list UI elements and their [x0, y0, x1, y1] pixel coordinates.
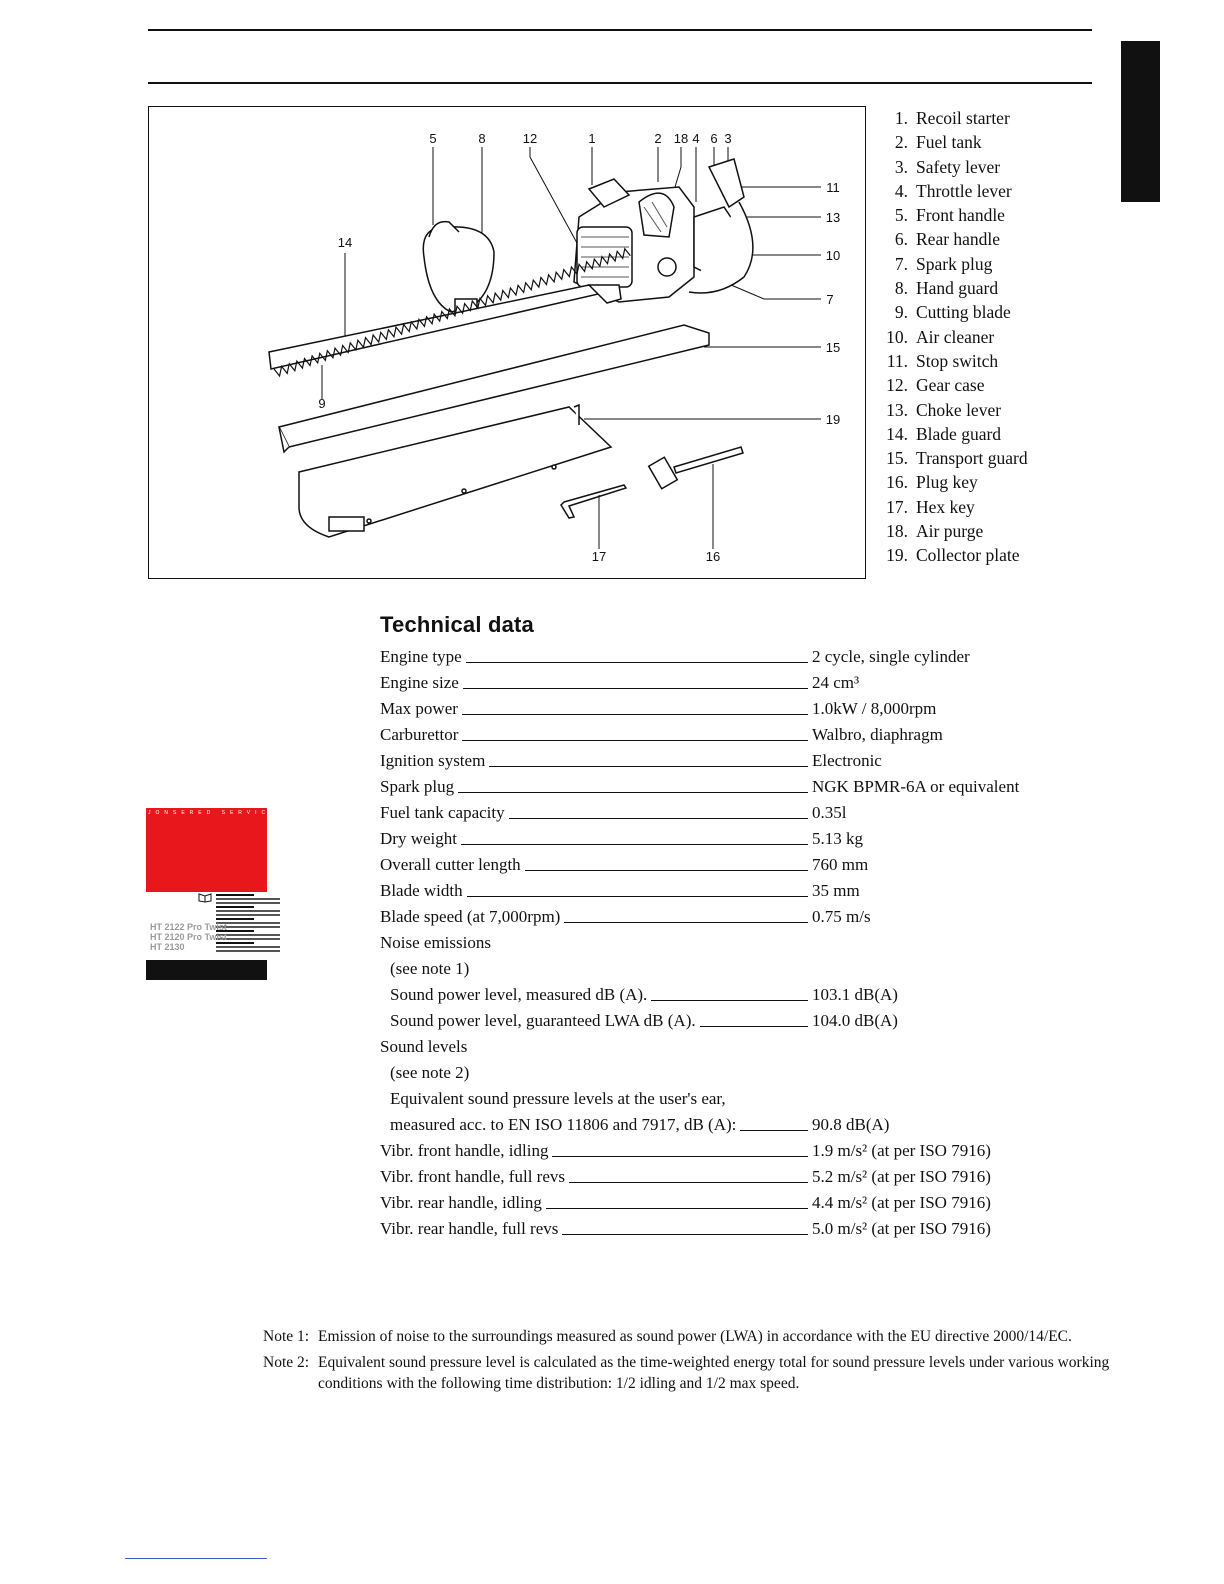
- part-number: 7.: [894, 253, 908, 274]
- spec-row: [380, 1216, 1080, 1242]
- spec-label: Noise emissions: [380, 930, 499, 956]
- spec-row: [380, 1112, 1080, 1138]
- part-label: Cutting blade: [916, 302, 1011, 323]
- leader-line: [509, 818, 808, 819]
- part-label: Choke lever: [916, 399, 1002, 420]
- spec-row: [380, 930, 1080, 956]
- note-text: Equivalent sound pressure level is calculated as the time-weighted energy total for sound pressure levels under various working conditions with the following time distribution: 1/2 idling and 1/2 max speed.: [318, 1354, 1110, 1392]
- spec-value: NGK BPMR-6A or equivalent: [812, 777, 1020, 796]
- parts-list-item: [878, 155, 1078, 179]
- spec-label: Sound power level, measured dB (A).: [390, 982, 655, 1008]
- spec-label: Engine type: [380, 644, 470, 670]
- spec-label: Spark plug: [380, 774, 462, 800]
- part-label: Spark plug: [916, 253, 993, 274]
- spec-label: measured acc. to EN ISO 11806 and 7917, dB (A):: [390, 1112, 744, 1138]
- spec-value: 1.0kW / 8,000rpm: [812, 699, 937, 718]
- parts-list-item: [878, 519, 1078, 543]
- callout-top: 4: [692, 131, 700, 146]
- parts-list: [878, 106, 1078, 568]
- note-label: Note 2:: [263, 1354, 310, 1371]
- callout-right: 7: [826, 292, 834, 307]
- part-number: 8.: [894, 278, 908, 299]
- callout-top: 8: [478, 131, 486, 146]
- spec-row: [380, 1190, 1080, 1216]
- technical-data-section: [380, 612, 1080, 1242]
- spec-label: Ignition system: [380, 748, 493, 774]
- spec-label: Overall cutter length: [380, 852, 529, 878]
- spec-label: Blade width: [380, 878, 471, 904]
- part-label: Rear handle: [916, 229, 1001, 250]
- leader-line: [700, 1026, 808, 1027]
- part-number: 4.: [894, 180, 908, 201]
- spec-value: Walbro, diaphragm: [812, 725, 943, 744]
- parts-list-item: [878, 130, 1078, 154]
- part-label: Blade guard: [916, 423, 1002, 444]
- footer-link-rule: [125, 1558, 267, 1559]
- parts-list-item: [878, 373, 1078, 397]
- part-label: Fuel tank: [916, 132, 982, 153]
- part-label: Air purge: [916, 521, 984, 542]
- spec-label: Engine size: [380, 670, 467, 696]
- spec-row: [380, 878, 1080, 904]
- technical-data-title: Technical data: [380, 612, 534, 637]
- spec-value: 35 mm: [812, 881, 860, 900]
- spec-value: 5.2 m/s² (at per ISO 7916): [812, 1167, 991, 1186]
- leader-line: [463, 688, 808, 689]
- spec-label: Dry weight: [380, 826, 465, 852]
- part-number: 17.: [886, 496, 908, 517]
- spec-row: [380, 1086, 1080, 1112]
- spec-value: 760 mm: [812, 855, 869, 874]
- parts-list-item: [878, 349, 1078, 373]
- part-number: 2.: [894, 132, 908, 153]
- callout-right: 11: [826, 180, 840, 195]
- note-1: [263, 1326, 1123, 1347]
- booklet-model: HT 2122 Pro Twist: [150, 922, 227, 932]
- spec-label: Equivalent sound pressure levels at the user's ear,: [390, 1086, 734, 1112]
- spec-row: [380, 774, 1080, 800]
- hedge-trimmer-illustration: [149, 107, 867, 580]
- leader-line: [462, 714, 808, 715]
- spec-row: [380, 1008, 1080, 1034]
- part-number: 16.: [886, 472, 908, 493]
- spec-label: Sound levels: [380, 1034, 475, 1060]
- part-label: Transport guard: [916, 448, 1028, 469]
- spec-row: [380, 722, 1080, 748]
- callout-top: 1: [588, 131, 596, 146]
- leader-line: [740, 1130, 808, 1131]
- leader-line: [552, 1156, 808, 1157]
- spec-label: Carburettor: [380, 722, 466, 748]
- leader-line: [467, 896, 808, 897]
- spec-value: 5.0 m/s² (at per ISO 7916): [812, 1219, 991, 1238]
- spec-label: Sound power level, guaranteed LWA dB (A).: [390, 1008, 704, 1034]
- part-number: 1.: [894, 108, 908, 128]
- leader-line: [525, 870, 808, 871]
- callout-top: 3: [724, 131, 732, 146]
- spec-label: Vibr. front handle, idling: [380, 1138, 556, 1164]
- spec-row: [380, 800, 1080, 826]
- leader-line: [569, 1182, 808, 1183]
- parts-list-item: [878, 106, 1078, 130]
- technical-data-table: [380, 644, 1080, 1242]
- spec-value: 104.0 dB(A): [812, 1011, 898, 1030]
- part-label: Collector plate: [916, 545, 1020, 566]
- callout-bottom: 16: [705, 549, 721, 564]
- parts-list-item: [878, 446, 1078, 470]
- spec-label: Blade speed (at 7,000rpm): [380, 904, 568, 930]
- part-number: 14.: [886, 423, 908, 444]
- leader-line: [458, 792, 808, 793]
- leader-line: [546, 1208, 808, 1209]
- booklet-footer-band: [146, 960, 267, 980]
- part-label: Throttle lever: [916, 180, 1012, 201]
- note-2: [263, 1352, 1123, 1394]
- part-number: 6.: [894, 229, 908, 250]
- spec-label: Vibr. rear handle, idling: [380, 1190, 550, 1216]
- part-number: 9.: [894, 302, 908, 323]
- part-label: Hex key: [916, 496, 975, 517]
- leader-line: [489, 766, 808, 767]
- spec-value: 0.75 m/s: [812, 907, 871, 926]
- part-label: Air cleaner: [916, 326, 995, 347]
- spec-row: [380, 1060, 1080, 1086]
- spec-row: [380, 1164, 1080, 1190]
- parts-list-item: [878, 276, 1078, 300]
- spec-row: [380, 982, 1080, 1008]
- callout-right: 19: [825, 412, 841, 427]
- parts-list-item: [878, 470, 1078, 494]
- callout-top: 18: [673, 131, 689, 146]
- part-number: 15.: [886, 448, 908, 469]
- part-label: Stop switch: [916, 350, 999, 371]
- parts-list-item: [878, 252, 1078, 276]
- header-rule: [148, 82, 1092, 84]
- callout-left: 9: [318, 396, 326, 411]
- booklet-model: HT 2130: [150, 942, 185, 952]
- spec-row: [380, 670, 1080, 696]
- parts-list-item: [878, 179, 1078, 203]
- top-rule: [148, 29, 1092, 31]
- part-number: 10.: [886, 326, 908, 347]
- leader-line: [462, 740, 808, 741]
- spec-label: Fuel tank capacity: [380, 800, 513, 826]
- spec-value: Electronic: [812, 751, 882, 770]
- callout-right: 15: [825, 340, 841, 355]
- part-label: Plug key: [916, 472, 978, 493]
- callout-top: 12: [522, 131, 538, 146]
- spec-value: 90.8 dB(A): [812, 1115, 890, 1134]
- leader-line: [461, 844, 808, 845]
- spec-row: [380, 1034, 1080, 1060]
- part-number: 19.: [886, 545, 908, 566]
- part-number: 3.: [894, 156, 908, 177]
- spec-value: 5.13 kg: [812, 829, 863, 848]
- part-number: 18.: [886, 521, 908, 542]
- booklet-models: [150, 922, 227, 952]
- parts-list-item: [878, 495, 1078, 519]
- parts-figure: [148, 106, 866, 579]
- parts-list-item: [878, 398, 1078, 422]
- spec-row: [380, 904, 1080, 930]
- section-thumb-tab: [1121, 41, 1160, 202]
- part-label: Safety lever: [916, 156, 1001, 177]
- callout-top: 5: [429, 131, 437, 146]
- part-number: 12.: [886, 375, 908, 396]
- spec-value: 4.4 m/s² (at per ISO 7916): [812, 1193, 991, 1212]
- spec-row: [380, 956, 1080, 982]
- part-label: Gear case: [916, 375, 985, 396]
- spec-value: 24 cm³: [812, 673, 860, 692]
- book-icon: [198, 892, 212, 902]
- note-label: Note 1:: [263, 1328, 310, 1345]
- spec-value: 0.35l: [812, 803, 847, 822]
- spec-label: (see note 2): [390, 1060, 477, 1086]
- leader-line: [466, 662, 808, 663]
- spec-row: [380, 852, 1080, 878]
- part-label: Recoil starter: [916, 108, 1010, 128]
- parts-list-item: [878, 203, 1078, 227]
- callout-top: 2: [654, 131, 662, 146]
- spec-label: Max power: [380, 696, 466, 722]
- parts-list-item: [878, 543, 1078, 567]
- spec-value: 103.1 dB(A): [812, 985, 898, 1004]
- spec-label: Vibr. front handle, full revs: [380, 1164, 573, 1190]
- spec-label: (see note 1): [390, 956, 477, 982]
- owners-manual-thumbnail: [146, 808, 279, 980]
- parts-list-item: [878, 325, 1078, 349]
- spec-value: 1.9 m/s² (at per ISO 7916): [812, 1141, 991, 1160]
- callout-right: 13: [825, 210, 841, 225]
- part-number: 13.: [886, 399, 908, 420]
- leader-line: [651, 1000, 808, 1001]
- parts-list-item: [878, 300, 1078, 324]
- spec-row: [380, 1138, 1080, 1164]
- part-number: 5.: [894, 205, 908, 226]
- booklet-series-text: JONSERED SERVICE: [148, 810, 279, 816]
- notes-section: [263, 1326, 1123, 1399]
- parts-list-item: [878, 422, 1078, 446]
- note-text: Emission of noise to the surroundings measured as sound power (LWA) in accordance with the EU directive 2000/14/EC.: [318, 1328, 1072, 1345]
- part-label: Front handle: [916, 205, 1005, 226]
- booklet-cover-red: [146, 808, 279, 892]
- booklet-model: HT 2120 Pro Twist: [150, 932, 227, 942]
- leader-line: [562, 1234, 808, 1235]
- spec-value: 2 cycle, single cylinder: [812, 647, 970, 666]
- leader-line: [564, 922, 808, 923]
- parts-list-item: [878, 227, 1078, 251]
- callout-bottom: 17: [591, 549, 607, 564]
- spec-row: [380, 644, 1080, 670]
- callout-top: 6: [710, 131, 718, 146]
- spec-row: [380, 748, 1080, 774]
- spec-row: [380, 826, 1080, 852]
- callout-right: 10: [825, 248, 841, 263]
- part-label: Hand guard: [916, 278, 999, 299]
- spec-row: [380, 696, 1080, 722]
- spec-label: Vibr. rear handle, full revs: [380, 1216, 566, 1242]
- part-number: 11.: [886, 350, 908, 371]
- callout-left: 14: [337, 235, 353, 250]
